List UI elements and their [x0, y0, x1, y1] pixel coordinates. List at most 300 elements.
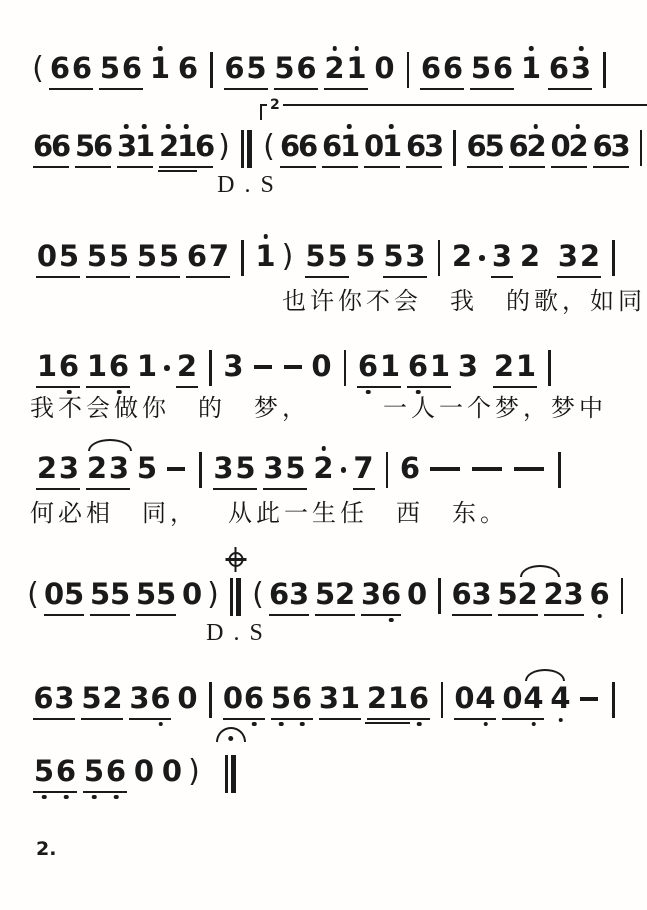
- beam-group: [36, 350, 80, 388]
- note: [611, 130, 629, 162]
- note-value: 0: [550, 129, 571, 163]
- octave-dot-above: [533, 124, 538, 129]
- note: [382, 129, 403, 163]
- octave-dot-below: [158, 722, 163, 727]
- beam-group: [280, 129, 319, 168]
- note: [108, 240, 130, 272]
- note: [71, 52, 93, 84]
- note: [271, 682, 292, 714]
- parenthesis: (: [27, 577, 39, 612]
- note: [269, 578, 289, 610]
- note-value: 3: [213, 451, 234, 485]
- note-value: 6: [280, 129, 301, 163]
- note: [357, 350, 379, 382]
- note: [54, 682, 75, 714]
- note: [156, 578, 176, 610]
- augmentation-dot: [476, 240, 488, 272]
- note: [327, 240, 349, 272]
- note: [579, 240, 601, 272]
- note: [161, 755, 183, 787]
- octave-dot-above: [354, 46, 359, 51]
- octave-dot-below: [389, 618, 394, 623]
- note: [136, 578, 156, 610]
- note: [186, 240, 208, 272]
- note: [355, 240, 377, 272]
- note-value: 0: [177, 681, 198, 715]
- note-value: 6: [381, 577, 402, 611]
- note: [518, 578, 538, 610]
- note-value: 3: [457, 349, 479, 383]
- note-value: 6: [121, 51, 143, 85]
- note-value: 2: [366, 681, 388, 715]
- barline: [612, 240, 615, 276]
- note: [224, 52, 246, 84]
- coda-icon: [226, 547, 245, 572]
- note-value: 6: [357, 349, 379, 383]
- note: [149, 52, 171, 84]
- note-value: 1: [429, 349, 451, 383]
- barline: [548, 350, 551, 386]
- note-value: 6: [589, 577, 610, 611]
- note-value: 6: [322, 129, 343, 163]
- note-value: 1: [346, 51, 367, 85]
- note: [515, 350, 537, 382]
- note: [544, 578, 564, 610]
- note-value: 1: [136, 349, 158, 383]
- barline: [199, 452, 202, 488]
- beam-group: [36, 240, 80, 278]
- note-value: 1: [520, 51, 542, 85]
- beam-group: [593, 130, 629, 168]
- note: [379, 350, 401, 382]
- note: [33, 682, 54, 714]
- note: [223, 682, 244, 714]
- note-value: 5: [383, 239, 404, 273]
- thick-barline: [236, 578, 242, 616]
- slur-arc: [520, 565, 560, 577]
- note: [176, 350, 198, 382]
- parenthesis: ): [281, 239, 294, 274]
- note-value: 5: [355, 239, 376, 273]
- note-value: 3: [557, 239, 579, 273]
- note-value: 5: [270, 681, 292, 715]
- note-value: 2: [526, 129, 547, 163]
- note: [527, 130, 545, 162]
- note-value: 2: [517, 577, 538, 611]
- fermata-icon: [216, 727, 246, 742]
- note: [502, 682, 523, 714]
- note: [409, 682, 430, 714]
- octave-dot-below: [42, 795, 47, 800]
- octave-dot-below: [417, 722, 422, 727]
- note: [108, 350, 130, 382]
- note-value: 6: [407, 349, 429, 383]
- note-value: 6: [195, 129, 216, 163]
- parenthesis: (: [252, 577, 264, 612]
- octave-dot-above: [184, 124, 189, 129]
- slur-arc: [88, 439, 132, 451]
- note: [33, 755, 55, 787]
- note-value: 1: [149, 51, 171, 85]
- beam-group: [493, 350, 537, 388]
- note: [451, 240, 473, 272]
- note-value: 5: [156, 577, 177, 611]
- beam-group: [557, 240, 601, 278]
- note-value: 3: [361, 577, 382, 611]
- note: [81, 682, 102, 714]
- note: [509, 130, 527, 162]
- beam-group: [498, 578, 538, 616]
- note: [557, 240, 579, 272]
- note: [467, 130, 485, 162]
- note: [208, 240, 230, 272]
- beam-group: [322, 129, 361, 168]
- note: [64, 578, 84, 610]
- note-value: 6: [33, 681, 54, 715]
- note: [491, 240, 513, 272]
- note-value: 6: [406, 129, 427, 163]
- note-value: 7: [353, 451, 374, 485]
- note-value: 2: [176, 349, 198, 383]
- note: [136, 240, 158, 272]
- note-value: 5: [136, 451, 158, 485]
- note: [255, 240, 277, 272]
- page-number: 2.: [36, 838, 57, 860]
- note: [367, 682, 388, 714]
- note: [550, 682, 571, 714]
- end-barline: [225, 755, 236, 793]
- octave-dot-above: [389, 124, 394, 129]
- note-value: 1: [379, 349, 401, 383]
- note: [405, 240, 427, 272]
- note: [159, 129, 180, 163]
- note-value: 5: [90, 577, 111, 611]
- note-value: 5: [235, 451, 256, 485]
- note-value: 3: [405, 239, 426, 273]
- beam-group: [357, 350, 401, 388]
- note-value: 0: [502, 681, 523, 715]
- note: [315, 578, 335, 610]
- note-value: 3: [263, 451, 284, 485]
- beam-group: [548, 52, 592, 90]
- note-value: 6: [186, 239, 208, 273]
- note: [133, 755, 155, 787]
- lyric-line: 何必相 同，: [30, 499, 198, 527]
- note: [361, 578, 381, 610]
- beam-group: [186, 240, 230, 278]
- note-value: 6: [243, 681, 265, 715]
- note-value: 5: [246, 51, 267, 85]
- note: [296, 52, 318, 84]
- beam-group: [86, 452, 130, 490]
- note-value: 6: [58, 349, 80, 383]
- note: [590, 578, 610, 610]
- note-value: 6: [224, 51, 245, 85]
- parenthesis: (: [32, 51, 44, 86]
- beam-group: [86, 240, 130, 278]
- note: [235, 452, 257, 484]
- beam-group: [305, 240, 349, 278]
- note-value: 3: [570, 51, 592, 85]
- note-value: 5: [58, 239, 80, 273]
- octave-dot-above: [529, 46, 534, 51]
- note-value: 5: [110, 577, 131, 611]
- beam-group: [129, 682, 171, 720]
- barline: [209, 682, 212, 718]
- barline: [438, 578, 441, 614]
- note-value: 4: [550, 681, 571, 715]
- note: [102, 682, 123, 714]
- note: [36, 240, 58, 272]
- ds-label: D . S: [206, 620, 265, 646]
- octave-dot-below: [114, 795, 119, 800]
- augmentation-dot: [338, 452, 350, 484]
- octave-dot-above: [579, 46, 584, 51]
- duration-dash: [163, 452, 189, 484]
- score-line-7: [30, 682, 623, 720]
- note-value: 2: [36, 451, 58, 485]
- note-value: 2: [335, 577, 356, 611]
- note-value: 3: [491, 239, 513, 273]
- score-line-3: [33, 240, 623, 278]
- note: [136, 452, 158, 484]
- note: [523, 682, 544, 714]
- note: [58, 240, 80, 272]
- note-value: 6: [108, 349, 130, 383]
- note-value: 1: [382, 129, 403, 163]
- note-value: 5: [136, 239, 158, 273]
- score-line-5: [33, 452, 569, 490]
- note: [420, 52, 442, 84]
- note: [340, 129, 361, 163]
- volta-bracket: [260, 97, 647, 120]
- beam-group: [33, 129, 72, 168]
- note: [177, 682, 198, 714]
- beam-group: [367, 682, 430, 720]
- beam-group: [544, 578, 584, 616]
- note: [55, 755, 77, 787]
- sixteenth-underline: [176, 170, 197, 173]
- end-barline: [206, 578, 265, 646]
- beam-group: [224, 52, 268, 90]
- note: [454, 682, 475, 714]
- note-value: 5: [108, 239, 130, 273]
- octave-dot-above: [347, 124, 352, 129]
- note: [86, 452, 108, 484]
- parenthesis: (: [263, 129, 275, 164]
- beam-group: [406, 129, 445, 168]
- note-value: 5: [33, 754, 55, 788]
- note-value: 6: [408, 681, 430, 715]
- note-value: 0: [44, 577, 65, 611]
- note: [51, 129, 72, 163]
- note: [158, 240, 180, 272]
- note-value: 6: [451, 577, 472, 611]
- note: [346, 52, 368, 84]
- thin-barline: [225, 755, 228, 793]
- thick-barline: [247, 130, 253, 168]
- note: [93, 129, 114, 163]
- note: [364, 129, 385, 163]
- note-value: 3: [129, 681, 150, 715]
- sixteenth-underline: [386, 722, 410, 725]
- duration-dash: [426, 452, 464, 484]
- beam-group: [509, 130, 545, 168]
- note: [58, 452, 80, 484]
- note: [570, 52, 592, 84]
- beam-group: [176, 350, 198, 388]
- note: [381, 578, 401, 610]
- thin-barline: [241, 130, 244, 168]
- score-line-4: [33, 350, 559, 388]
- note: [49, 52, 71, 84]
- note: [564, 578, 584, 610]
- beam-group: [223, 682, 265, 720]
- beam-group: [364, 129, 403, 168]
- beam-group: [319, 682, 361, 720]
- note-value: 2: [568, 129, 589, 163]
- note: [305, 240, 327, 272]
- note-value: 1: [340, 129, 361, 163]
- note: [292, 682, 313, 714]
- note-value: 3: [108, 451, 130, 485]
- note-value: 5: [285, 451, 306, 485]
- lyric-line: 也许你不会 我 的歌，如同: [282, 287, 646, 315]
- note-value: 5: [274, 51, 295, 85]
- note: [442, 52, 464, 84]
- note-value: 1: [86, 349, 108, 383]
- note-value: 3: [610, 129, 631, 163]
- beam-group: [454, 682, 496, 720]
- note: [99, 52, 121, 84]
- note-value: 2: [86, 451, 108, 485]
- note-value: 5: [470, 51, 492, 85]
- note-value: 5: [497, 577, 518, 611]
- note-value: 3: [117, 129, 138, 163]
- duration-dash: [250, 350, 276, 382]
- barline: [344, 350, 347, 386]
- note-value: 6: [55, 754, 77, 788]
- octave-dot-below: [531, 722, 536, 727]
- note: [177, 129, 198, 163]
- note-value: 3: [318, 681, 340, 715]
- note-value: 3: [424, 129, 445, 163]
- thick-barline: [231, 755, 237, 793]
- note-value: 1: [135, 129, 156, 163]
- note-value: 5: [83, 754, 105, 788]
- note-value: 5: [75, 129, 96, 163]
- note: [117, 129, 138, 163]
- note: [399, 452, 421, 484]
- note-value: 0: [36, 239, 58, 273]
- note: [36, 452, 58, 484]
- note-value: 6: [442, 51, 464, 85]
- note-value: 2: [543, 577, 564, 611]
- note-value: 0: [374, 51, 395, 85]
- beam-group: [49, 52, 93, 90]
- barline: [241, 240, 244, 276]
- note: [340, 682, 361, 714]
- octave-dot-below: [558, 718, 563, 723]
- note-value: 5: [99, 51, 121, 85]
- note-value: 2: [102, 681, 123, 715]
- note: [520, 52, 542, 84]
- octave-dot-above: [158, 46, 163, 51]
- beam-group: [213, 452, 257, 490]
- note: [136, 350, 158, 382]
- note-value: 5: [327, 239, 348, 273]
- barline: [621, 578, 624, 614]
- note: [244, 682, 265, 714]
- note: [485, 130, 503, 162]
- beam-group: [33, 755, 77, 793]
- note: [121, 52, 143, 84]
- note: [335, 578, 355, 610]
- note-value: 2: [451, 239, 473, 273]
- beam-group: [81, 682, 123, 720]
- lyric-line: 我不会做你 的 梦，: [30, 394, 310, 422]
- note: [86, 350, 108, 382]
- note-value: 5: [86, 239, 108, 273]
- octave-dot-above: [263, 234, 268, 239]
- note-value: 6: [508, 129, 529, 163]
- note: [493, 350, 515, 382]
- note: [551, 130, 569, 162]
- score-line-8: [30, 755, 245, 793]
- beam-group: [551, 130, 587, 168]
- note: [223, 350, 245, 382]
- beam-group: [452, 578, 492, 616]
- note-value: 6: [492, 51, 514, 85]
- ds-label: D . S: [217, 172, 276, 198]
- note-value: 1: [36, 349, 58, 383]
- note-value: 3: [289, 577, 310, 611]
- note-value: 6: [291, 681, 313, 715]
- note: [498, 578, 518, 610]
- beam-group: [86, 350, 130, 388]
- note: [182, 578, 202, 610]
- barline: [210, 52, 213, 88]
- beam-group: [407, 350, 451, 388]
- note: [407, 350, 429, 382]
- beam-group: [271, 682, 313, 720]
- volta-label: 2: [267, 97, 283, 113]
- barline: [407, 52, 410, 88]
- note: [322, 129, 343, 163]
- score-line-1: [30, 52, 614, 90]
- note-value: 6: [269, 577, 290, 611]
- note: [246, 52, 268, 84]
- note-value: 6: [49, 51, 71, 85]
- octave-dot-below: [597, 614, 602, 619]
- note-value: 1: [515, 349, 537, 383]
- octave-dot-above: [575, 124, 580, 129]
- barline: [640, 130, 643, 166]
- note: [311, 350, 333, 382]
- note-value: 6: [548, 51, 570, 85]
- beam-group: [136, 240, 180, 278]
- note-value: 0: [364, 129, 385, 163]
- octave-dot-below: [483, 722, 488, 727]
- beam-group: [324, 52, 368, 90]
- note-value: 7: [208, 239, 230, 273]
- barline: [612, 682, 615, 718]
- note: [298, 129, 319, 163]
- beam-group: [36, 452, 80, 490]
- note: [492, 52, 514, 84]
- note-value: 6: [298, 129, 319, 163]
- beam-group: [117, 129, 156, 168]
